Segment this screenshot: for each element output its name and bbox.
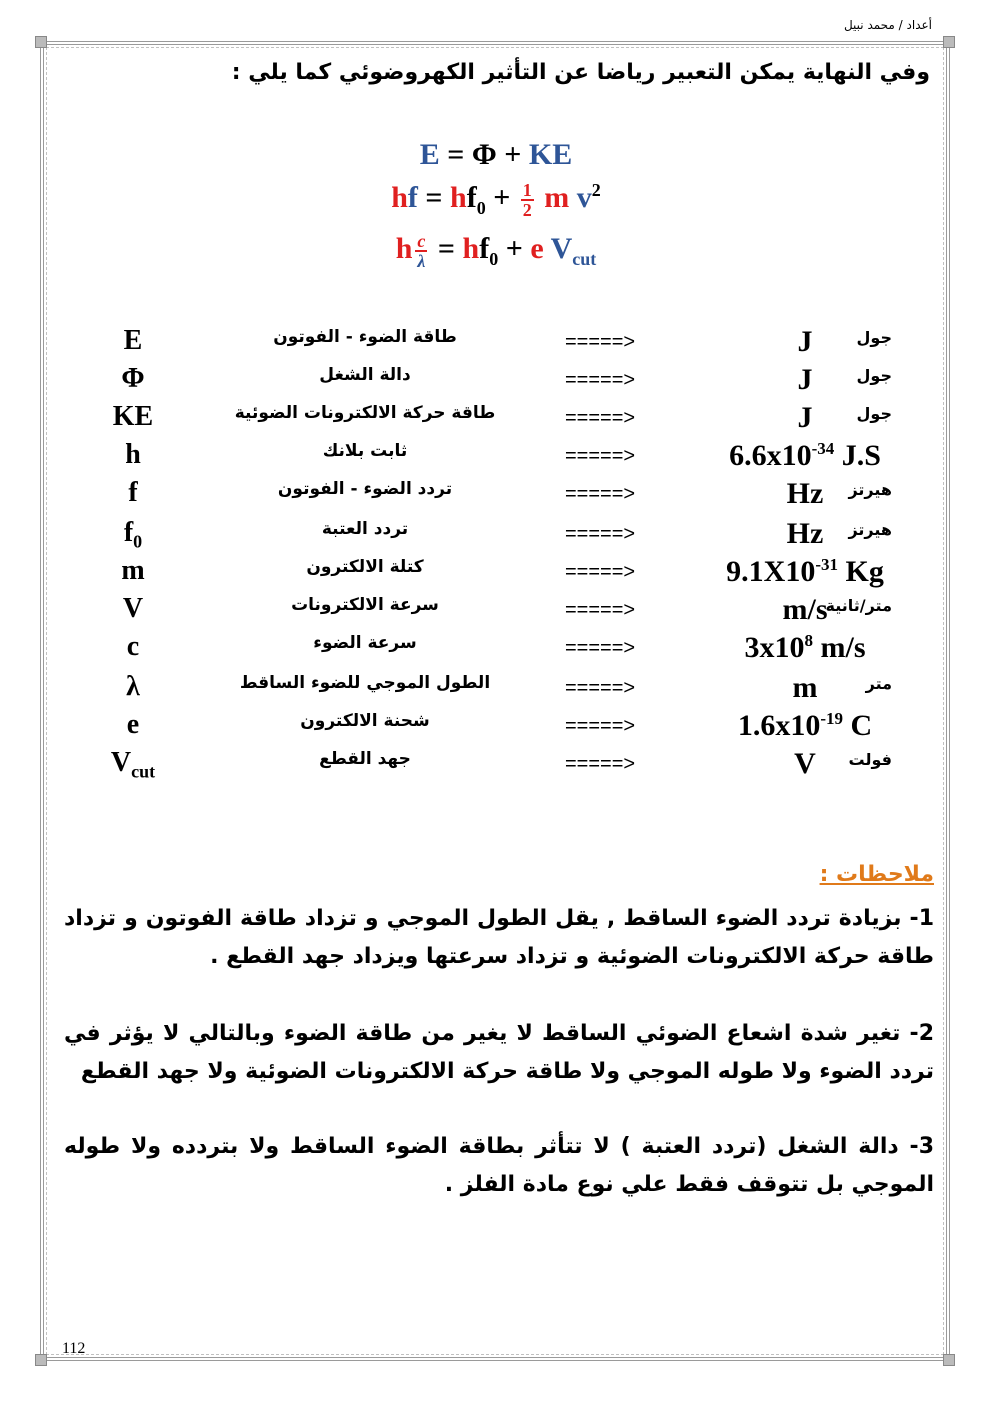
border-corner-top-left (35, 36, 47, 48)
table-row (0, 401, 992, 439)
row-description: طاقة حركة الالكترونات الضوئية (234, 403, 496, 423)
row-symbol: c (126, 631, 140, 662)
note-2: 2- تغير شدة اشعاع الضوئي الساقط لا يغير من طاقة الضوء وبالتالي لا يؤثر في تردد الضوء ولا طوله الموجي ولا طاقة حركة الالكترونات الضوئية ولا جهد القطع (64, 1021, 934, 1084)
note-3: 3- دالة الشغل (تردد العتبة ) لا تتأثر بطاقة الضوء الساقط ولا بتردده ولا طوله الموجي بل تتوقف فقط علي نوع مادة الفلز . (64, 1134, 934, 1197)
row-unit: Hz (786, 477, 824, 510)
eq2-v-exp: 2 (591, 180, 601, 200)
row-description: الطول الموجي للضوء الساقط (239, 673, 491, 693)
eq3-f0: f (479, 232, 490, 265)
eq2-m: m (544, 181, 570, 214)
row-arrow: =====> (565, 599, 636, 621)
page-number: 112 (62, 1340, 86, 1357)
row-description: تردد العتبة (321, 519, 409, 539)
row-symbol: $V_{cut}$ (110, 747, 156, 782)
eq2-fraction (521, 181, 534, 219)
equation-2 (0, 180, 992, 219)
border-corner-top-right (943, 36, 955, 48)
table-row (0, 555, 992, 593)
row-symbol: m (121, 555, 145, 586)
row-unit: V (794, 747, 816, 780)
row-symbol: KE (112, 401, 154, 432)
row-unit-arabic: فولت (848, 750, 892, 769)
row-unit: $9.1X10^{-31}$ Kg (726, 555, 884, 588)
row-description: دالة الشغل (319, 365, 411, 385)
eq2-plus: + (493, 181, 511, 214)
table-row (0, 747, 992, 785)
row-unit-arabic: متر/ثانية (825, 596, 892, 615)
eq3-V-sub: cut (572, 249, 597, 269)
table-row (0, 363, 992, 401)
table-row (0, 477, 992, 515)
row-arrow: =====> (565, 407, 636, 429)
table-row (0, 593, 992, 631)
row-description: كتلة الالكترون (306, 557, 424, 577)
row-unit: $1.6x10^{-19}$ C (737, 709, 873, 742)
eq1-E: E (419, 138, 440, 171)
header-author: أعداد / محمد نبيل (843, 18, 932, 32)
eq2-f0: f (466, 181, 477, 214)
row-unit-arabic: جول (856, 328, 892, 347)
row-description: ثابت بلانك (322, 441, 408, 461)
border-corner-bottom-left (35, 1354, 47, 1366)
border-corner-bottom-right (943, 1354, 955, 1366)
row-unit-arabic: جول (856, 366, 892, 385)
row-arrow: =====> (565, 331, 636, 353)
eq3-frac-lambda: λ (417, 251, 426, 272)
row-description: طاقة الضوء - الفوتون (273, 327, 457, 347)
row-symbol: Φ (121, 363, 145, 394)
table-row (0, 671, 992, 709)
row-unit: m (792, 671, 818, 704)
eq2-h: h (391, 181, 408, 214)
eq2-f: f (407, 181, 418, 214)
eq1-phi: Φ (471, 138, 497, 171)
eq2-equals: = (425, 181, 443, 214)
eq2-frac-num: 1 (522, 180, 532, 201)
eq1-plus: + (504, 138, 522, 171)
row-unit: Hz (786, 517, 824, 550)
eq1-KE: KE (528, 138, 573, 171)
table-row (0, 325, 992, 363)
row-symbol: $f_0$ (123, 517, 143, 552)
row-description: شحنة الالكترون (300, 711, 430, 731)
row-arrow: =====> (565, 753, 636, 775)
row-symbol: e (126, 709, 140, 740)
row-unit: m/s (782, 593, 828, 626)
eq3-h2: h (462, 232, 480, 265)
row-arrow: =====> (565, 523, 636, 545)
row-arrow: =====> (565, 637, 636, 659)
row-symbol: λ (126, 671, 140, 702)
row-arrow: =====> (565, 677, 636, 699)
eq3-f0-sub: 0 (489, 249, 499, 269)
row-unit: J (797, 325, 813, 358)
eq2-f0-sub: 0 (476, 198, 486, 218)
row-arrow: =====> (565, 715, 636, 737)
row-unit: $3x10^8$ m/s (744, 631, 866, 664)
table-row (0, 631, 992, 669)
row-unit-arabic: متر (865, 674, 892, 693)
eq3-e: e (530, 232, 544, 265)
row-unit-arabic: هيرتز (848, 480, 892, 499)
row-unit: J (797, 363, 813, 396)
row-description: سرعة الضوء (313, 633, 417, 653)
table-row (0, 439, 992, 477)
row-unit-arabic: هيرتز (848, 520, 892, 539)
table-row (0, 709, 992, 747)
eq2-frac-den: 2 (522, 200, 532, 221)
row-symbol: E (123, 325, 143, 356)
equation-1 (0, 138, 992, 172)
row-description: سرعة الالكترونات (291, 595, 439, 615)
row-arrow: =====> (565, 483, 636, 505)
intro-text: وفي النهاية يمكن التعبير رياضا عن التأثير الكهروضوئي كما يلي : (231, 60, 930, 85)
row-description: جهد القطع (319, 749, 411, 769)
eq3-frac-c: c (417, 231, 426, 252)
table-row (0, 517, 992, 555)
note-1: 1- بزيادة تردد الضوء الساقط , يقل الطول الموجي و تزداد طاقة الفوتون و تزداد طاقة حركة الالكترونات الضوئية و تزداد سرعتها ويزداد جهد القطع . (64, 906, 934, 969)
notes-title: ملاحظات : (819, 862, 934, 887)
eq3-V: V (550, 232, 573, 265)
eq3-equals: = (437, 232, 456, 265)
row-symbol: V (122, 593, 144, 624)
eq3-plus: + (505, 232, 523, 265)
row-arrow: =====> (565, 445, 636, 467)
eq3-fraction (415, 232, 427, 270)
eq2-h2: h (450, 181, 467, 214)
equation-3 (0, 232, 992, 270)
eq3-h: h (395, 232, 413, 265)
eq1-equals: = (447, 138, 465, 171)
row-unit: J (797, 401, 813, 434)
row-description: تردد الضوء - الفوتون (277, 479, 453, 499)
row-unit: $6.6x10^{-34}$ J.S (729, 439, 881, 472)
row-arrow: =====> (565, 369, 636, 391)
eq2-v: v (576, 181, 592, 214)
row-unit-arabic: جول (856, 404, 892, 423)
row-symbol: h (125, 439, 141, 470)
row-symbol: f (128, 477, 138, 508)
row-arrow: =====> (565, 561, 636, 583)
